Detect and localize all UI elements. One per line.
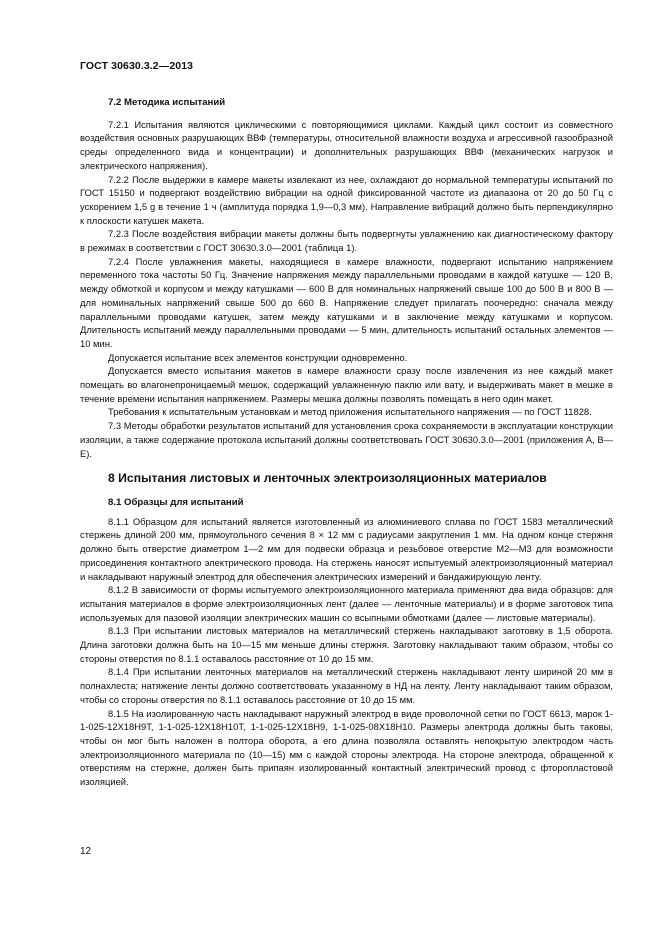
section-8-heading: 8 Испытания листовых и ленточных электроизоляционных материалов [108, 471, 547, 486]
document-body [80, 92, 613, 789]
paragraph-7-2-4: 7.2.4 После увлажнения макеты, находящиеся в камере влажности, подвергают испытанию напряжением переменного тока частоты 50 Гц. Значение напряжения между параллельными проводами в каждой катушке — 120 В, между обмоткой и корпусом и между катушками — 600 В для номинальных напряжений свыше 100 до 500 В и 800 В — для номинальных напряжений свыше 500 до 660 В. Напряжение следует прилагать поочередно: сначала между параллельными проводами катушек, затем между катушками и в заключение между катушками и корпусом. Длительность испытаний между параллельными проводами — 5 мин, длительность испытаний остальных элементов — 10 мин. [80, 255, 613, 349]
paragraph-requirements: Требования к испытательным установкам и метод приложения испытательного напряжения — по ГОСТ 11828. [108, 406, 592, 418]
paragraph-7-2-3: 7.2.3 После воздействия вибрации макеты должны быть подвергнуты увлажнению как диагностическому фактору в режимах в соответствии с ГОСТ 30630.3.0—2001 (таблица 1). [80, 228, 613, 254]
paragraph-8-1-2: 8.1.2 В зависимости от формы испытуемого электроизоляционного материала применяют два вида образцов: для испытания материалов в форме электроизоляционных лент (далее — ленточные материалы) и в форме заготовок типа используемых для пазовой изоляции электрических машин со всыпными обмотками (далее — листовые материалы). [80, 584, 613, 623]
paragraph-allowance-2: Допускается вместо испытания макетов в камере влажности сразу после извлечения из нее каждый макет помещать во влагонепроницаемый мешок, содержащий увлажненную паклю или вату, и выдерживать макет в мешке в течение времени испытания напряжением. Размеры мешка должны позволять помещать в него один макет. [80, 365, 613, 404]
document-code-header: ГОСТ 30630.3.2—2013 [80, 60, 194, 72]
paragraph-allowance-1: Допускается испытание всех элементов конструкции одновременно. [108, 351, 408, 363]
section-7-2-heading: 7.2 Методика испытаний [108, 97, 226, 108]
paragraph-8-1-5: 8.1.5 На изолированную часть накладывают наружный электрод в виде проволочной сетки по ГОСТ 6613, марок 1-1-025-12Х18Н9Т, 1-1-025-12Х18Н10Т, 1-1-025-12Х18Н9, 1-1-025-08Х18Н10. Размеры электрода должны быть таковы, чтобы он мог быть наложен в полтора оборота, а его длина позволяла оставлять непокрытую электродом часть электроизоляционного материала по (10—15) мм с каждой стороны электрода. На стороне электрода, обращенной к отверстиям на стержне, должен быть припаян изолированный контактный электрический провод с фторопластовой изоляцией. [80, 707, 613, 788]
section-8-1-heading: 8.1 Образцы для испытаний [108, 496, 244, 508]
paragraph-8-1-1: 8.1.1 Образцом для испытаний является изготовленный из алюминиевого сплава по ГОСТ 1583 металлический стержень длиной 200 мм, прямоугольного сечения 8 × 12 мм с радиусами закругления 1 мм. На одном конце стержня должно быть отверстие диаметром 1—2 мм для подвески образца и резьбовое отверстие М2—М3 для возможности присоединения контактного электрического провода. На стержень наносят испытуемый электроизоляционный материал и накладывают наружный электрод для обеспечения электрических измерений и бандажирующую ленту. [80, 515, 613, 582]
paragraph-7-2-1: 7.2.1 Испытания являются циклическими с повторяющимися циклами. Каждый цикл состоит из совместного воздействия основных разрушающих ВВФ (температуры, относительной влажности воздуха и агрессивной газообразной среды определенного вида и концентрации) и дополнительных разрушающих ВВФ (механических нагрузок и электрического напряжения). [80, 118, 613, 171]
paragraph-7-3: 7.3 Методы обработки результатов испытаний для установления срока сохраняемости в эксплуатации конструкции изоляции, а также содержание протокола испытаний должны соответствовать ГОСТ 30630.3.0—2001 (приложения А, В—Е). [80, 420, 613, 459]
page-number: 12 [80, 846, 92, 857]
paragraph-8-1-3: 8.1.3 При испытании листовых материалов на металлический стержень накладывают заготовку в 1,5 оборота. Длина заготовки должна быть на 10—15 мм меньше длины стержня. Заготовку накладывают таким образом, чтобы со стороны отверстия по 8.1.1 оставалось расстояние от 10 до 15 мм. [80, 625, 613, 664]
paragraph-8-1-4: 8.1.4 При испытании ленточных материалов на металлический стержень накладывают ленту шириной 20 мм в полнахлеста; натяжение ленты должно соответствовать указанному в НД на ленту. Ленту накладывают таким образом, чтобы со стороны отверстия по 8.1.1 оставалось расстояние от 10 до 15 мм. [80, 666, 613, 705]
paragraph-7-2-2: 7.2.2 После выдержки в камере макеты извлекают из нее, охлаждают до нормальной температуры испытаний по ГОСТ 15150 и подвергают воздействию вибрации на одной фиксированной частоте из диапазона от 20 до 50 Гц с ускорением 1,5 g в течение 1 ч (амплитуда порядка 1,9—0,3 мм). Направление вибраций должно быть перпендикулярно к плоскости катушек макета. [80, 173, 613, 226]
